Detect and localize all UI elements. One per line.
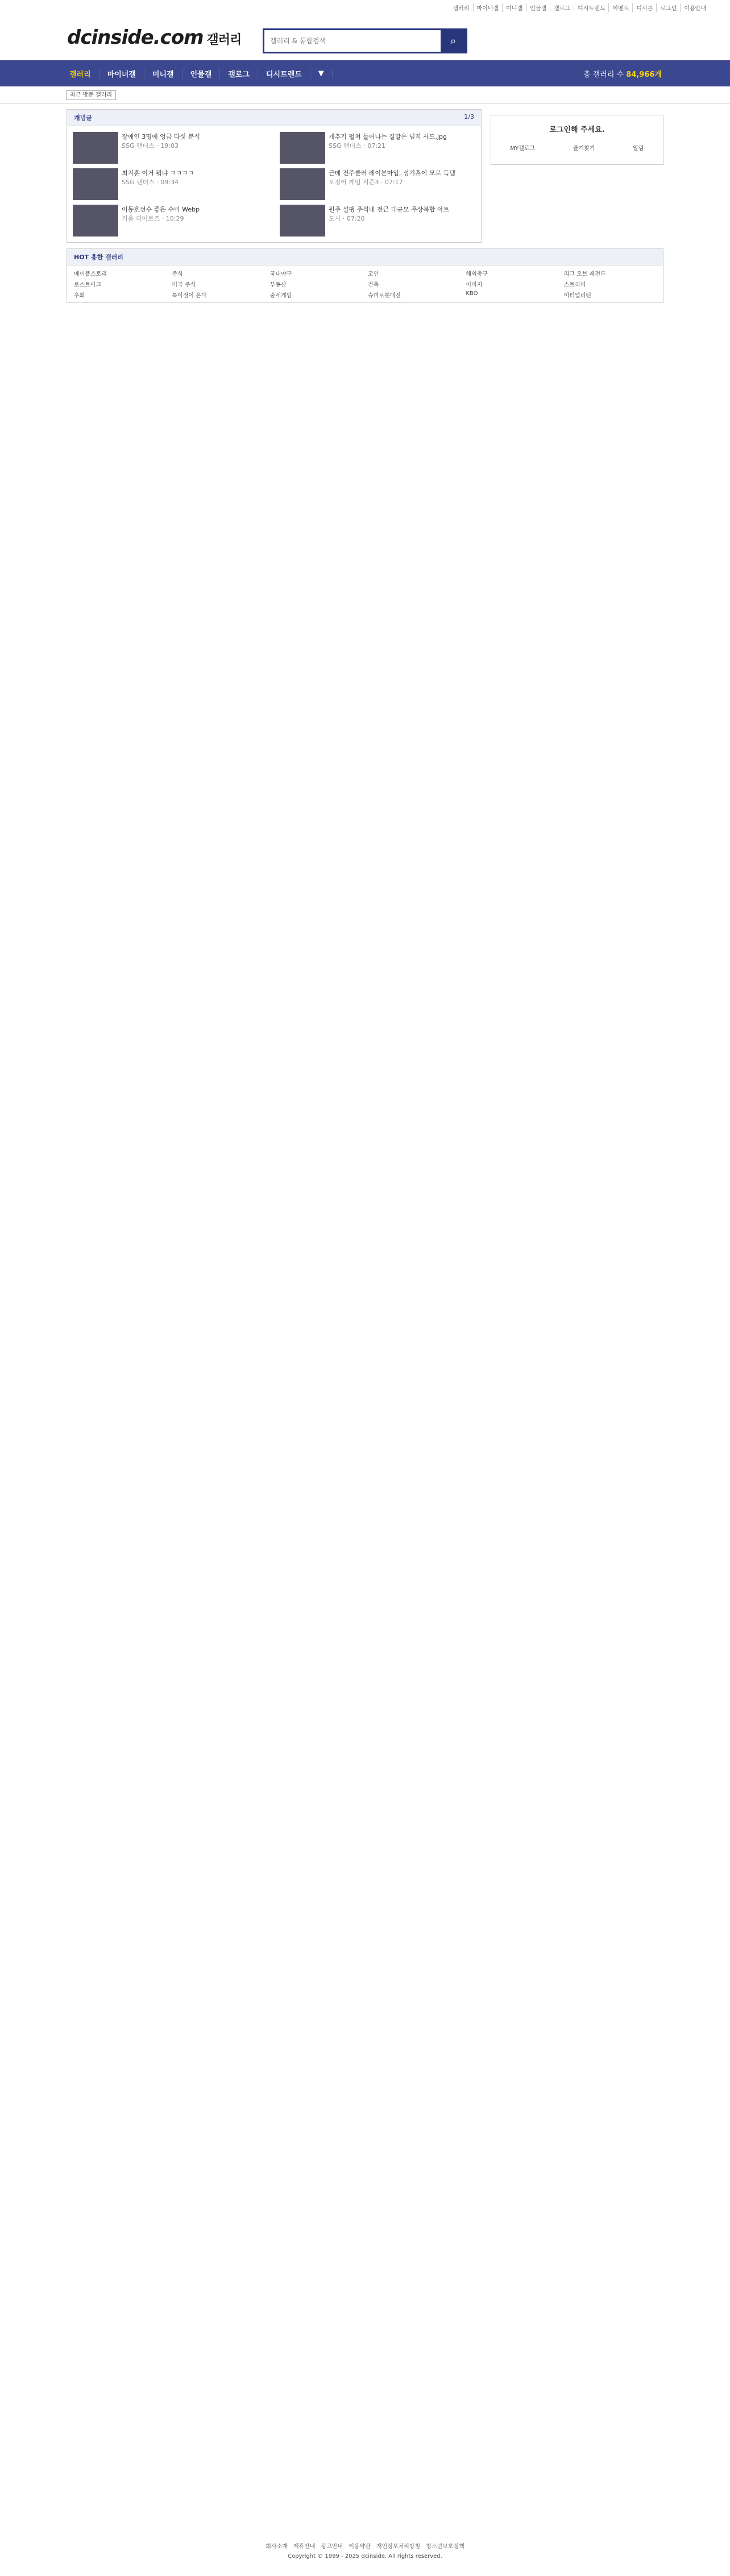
gallery-link[interactable]: 중세게임 bbox=[269, 293, 292, 299]
search-icon[interactable]: ⌕ bbox=[441, 30, 466, 52]
content bbox=[67, 109, 663, 303]
top-link[interactable]: 디시트렌드 bbox=[574, 3, 608, 12]
gallery-link[interactable]: 슈퍼로봇대전 bbox=[367, 293, 401, 299]
top-link[interactable]: 이벤트 bbox=[608, 3, 632, 12]
nav-item-trend[interactable]: 디시트렌드 bbox=[258, 68, 310, 79]
post-thumbnail bbox=[280, 132, 325, 164]
top-link[interactable]: 갤러리 bbox=[453, 6, 470, 12]
gallery-link[interactable]: 우회 bbox=[74, 293, 85, 299]
search-input[interactable] bbox=[264, 30, 441, 52]
site-logo[interactable]: dcinside.com 갤러리 bbox=[67, 26, 242, 49]
recent-gallery-bar bbox=[0, 86, 730, 103]
top-link[interactable]: 인물갤 bbox=[526, 3, 550, 12]
gallery-link[interactable]: 리그 오브 레전드 bbox=[563, 271, 606, 277]
nav-item-minor[interactable]: 마이너갤 bbox=[99, 68, 144, 79]
top-link[interactable]: 로그인 bbox=[656, 3, 680, 12]
top-link[interactable]: 마이너갤 bbox=[473, 3, 503, 12]
hot-post-title: 개념글 1/3 bbox=[67, 110, 481, 126]
footer-link[interactable]: 청소년보호정책 bbox=[426, 2544, 464, 2550]
gallery-link[interactable]: 미국 주식 bbox=[172, 282, 196, 288]
gallery-link[interactable]: 국내야구 bbox=[269, 271, 292, 277]
nav-item-gallery[interactable]: 갤러리 bbox=[61, 68, 99, 79]
post-item[interactable]: 근데 전주클러 레이븐마입, 성기훈이 모르 득템 오징어 게임 시즌3 · 07:17 bbox=[280, 168, 475, 200]
top-bar bbox=[0, 0, 730, 20]
post-item[interactable]: 이동호선수 좋은 수비 Webp 키움 히어로즈 · 10:29 bbox=[73, 205, 268, 237]
post-thumbnail bbox=[73, 168, 118, 200]
footer-link[interactable]: 회사소개 bbox=[266, 2544, 288, 2550]
search-box bbox=[263, 28, 467, 53]
hot-gallery-section bbox=[67, 248, 663, 303]
favorites-link[interactable]: 즐겨찾기 bbox=[573, 146, 595, 152]
footer-link[interactable]: 개인정보처리방침 bbox=[376, 2544, 421, 2550]
gallery-link[interactable]: 해외축구 bbox=[466, 271, 488, 277]
recent-gallery-button[interactable]: 최근 방문 갤러리 bbox=[66, 90, 116, 100]
gallery-link[interactable]: 로스트아크 bbox=[74, 282, 102, 288]
footer-link[interactable]: 이용약관 bbox=[349, 2544, 371, 2550]
copyright: Copyright © 1999 - 2025 dcinside. All rights reserved. bbox=[288, 2553, 442, 2560]
footer-link[interactable]: 광고안내 bbox=[321, 2544, 343, 2550]
post-thumbnail bbox=[280, 205, 325, 237]
top-link[interactable]: 미니갤 bbox=[502, 3, 526, 12]
hot-gallery-title: HOT 흥한 갤러리 bbox=[67, 249, 663, 266]
gallery-link[interactable]: 이미지 bbox=[466, 282, 483, 288]
login-box: 로그인해 주세요. MY갤로그 즐겨찾기 알림 bbox=[491, 115, 663, 165]
post-thumbnail bbox=[73, 205, 118, 237]
gallery-link[interactable]: 스트리머 bbox=[563, 282, 586, 288]
gallery-link[interactable]: 주식 bbox=[172, 271, 183, 277]
gallery-link[interactable]: 건축 bbox=[367, 282, 379, 288]
top-link[interactable]: 디시콘 bbox=[632, 3, 656, 12]
nav-more-icon[interactable]: ▼ bbox=[310, 69, 333, 78]
gallery-link[interactable]: KBO bbox=[466, 291, 478, 297]
my-gallog-link[interactable]: MY갤로그 bbox=[510, 146, 536, 152]
gallery-link[interactable]: 부동산 bbox=[269, 282, 287, 288]
gallery-link[interactable]: 특이점이 온다 bbox=[172, 293, 207, 299]
footer bbox=[0, 2541, 730, 2560]
top-link[interactable]: 이용안내 bbox=[680, 3, 710, 12]
hot-post-section bbox=[67, 109, 482, 243]
gallery-count: 총 갤러리 수 84,966개 bbox=[583, 70, 662, 79]
post-item[interactable]: 장애인 3명에 엉금 다섯 분석 SSG 랜더스 · 19:03 bbox=[73, 132, 268, 164]
nav-item-gallog[interactable]: 갤로그 bbox=[220, 68, 258, 79]
main-nav bbox=[0, 60, 730, 86]
top-links bbox=[450, 3, 710, 12]
alarm-link[interactable]: 알림 bbox=[633, 146, 644, 152]
post-item[interactable]: 최지훈 이거 뭐냐 ㅋㅋㅋㅋ SSG 랜더스 · 09:34 bbox=[73, 168, 268, 200]
gallery-link[interactable]: 메이플스토리 bbox=[74, 271, 107, 277]
top-link[interactable]: 갤로그 bbox=[550, 3, 574, 12]
gallery-link[interactable]: 코인 bbox=[367, 271, 379, 277]
footer-link[interactable]: 제휴안내 bbox=[293, 2544, 316, 2550]
post-thumbnail bbox=[280, 168, 325, 200]
header bbox=[0, 20, 730, 60]
nav-item-person[interactable]: 인물갤 bbox=[182, 68, 221, 79]
nav-item-mini[interactable]: 미니갤 bbox=[144, 68, 182, 79]
post-item[interactable]: 개추기 펼쳐 들어나는 결말은 넘지 사드.jpg SSG 랜더스 · 07:21 bbox=[280, 132, 475, 164]
post-item[interactable]: 원주 설팽 주석내 전근 대규모 주상복합 아트 도시 · 07:20 bbox=[280, 205, 475, 237]
gallery-link[interactable]: 이터널리턴 bbox=[563, 293, 591, 299]
post-thumbnail bbox=[73, 132, 118, 164]
